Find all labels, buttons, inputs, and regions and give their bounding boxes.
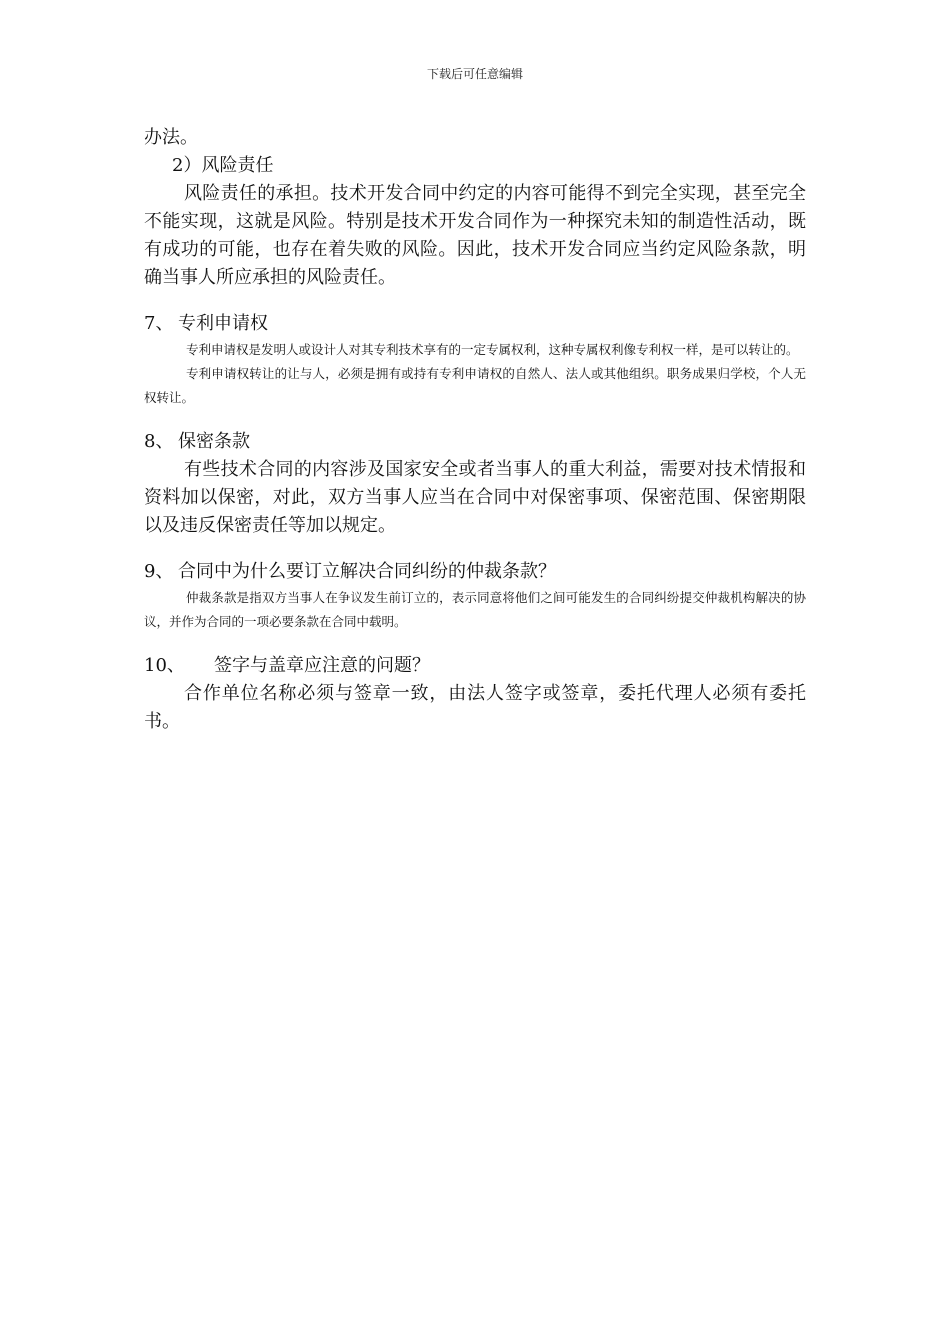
section-number: 10、 — [144, 655, 185, 676]
section-heading-signature — [144, 652, 806, 680]
section-number: 7、 — [144, 313, 174, 334]
paragraph-arbitration: 仲裁条款是指双方当事人在争议发生前订立的，表示同意将他们之间可能发生的合同纠纷提交仲裁机构解决的协议，并作为合同的一项必要条款在合同中载明。 — [144, 590, 806, 629]
section-heading-confidentiality — [144, 428, 806, 456]
section-number: 8、 — [144, 431, 174, 452]
section-number: 9、 — [144, 561, 174, 582]
page-header: 下载后可任意编辑 — [426, 67, 523, 81]
document-body — [144, 124, 806, 736]
paragraph-risk-responsibility: 风险责任的承担。技术开发合同中约定的内容可能得不到完全实现，甚至完全不能实现，这就是风险。特别是技术开发合同作为一种探究未知的制造性活动，既有成功的可能，也存在着失败的风险。因此，技术开发合同应当约定风险条款，明确当事人所应承担的风险责任。 — [144, 183, 806, 288]
subsection-heading-risk: 2）风险责任 — [172, 155, 274, 176]
section-title: 专利申请权 — [178, 313, 268, 334]
paragraph-signature: 合作单位名称必须与签章一致，由法人签字或签章，委托代理人必须有委托书。 — [144, 683, 806, 732]
section-title: 签字与盖章应注意的问题？ — [214, 655, 430, 676]
section-title: 保密条款 — [178, 431, 250, 452]
paragraph-patent-transfer: 专利申请权转让的让与人，必须是拥有或持有专利申请权的自然人、法人或其他组织。职务成果归学校，个人无权转让。 — [144, 366, 806, 405]
spacer — [144, 292, 806, 310]
spacer — [144, 634, 806, 652]
spacer — [144, 540, 806, 558]
paragraph-continuation: 办法。 — [144, 127, 198, 148]
section-title: 合同中为什么要订立解决合同纠纷的仲裁条款？ — [178, 561, 556, 582]
section-heading-patent — [144, 310, 806, 338]
section-heading-arbitration — [144, 558, 806, 586]
paragraph-patent-right: 专利申请权是发明人或设计人对其专利技术享有的一定专属权利，这种专属权利像专利权一样，是可以转让的。 — [186, 342, 799, 357]
spacer — [144, 410, 806, 428]
paragraph-confidentiality: 有些技术合同的内容涉及国家安全或者当事人的重大利益，需要对技术情报和资料加以保密，对此，双方当事人应当在合同中对保密事项、保密范围、保密期限以及违反保密责任等加以规定。 — [144, 459, 806, 536]
